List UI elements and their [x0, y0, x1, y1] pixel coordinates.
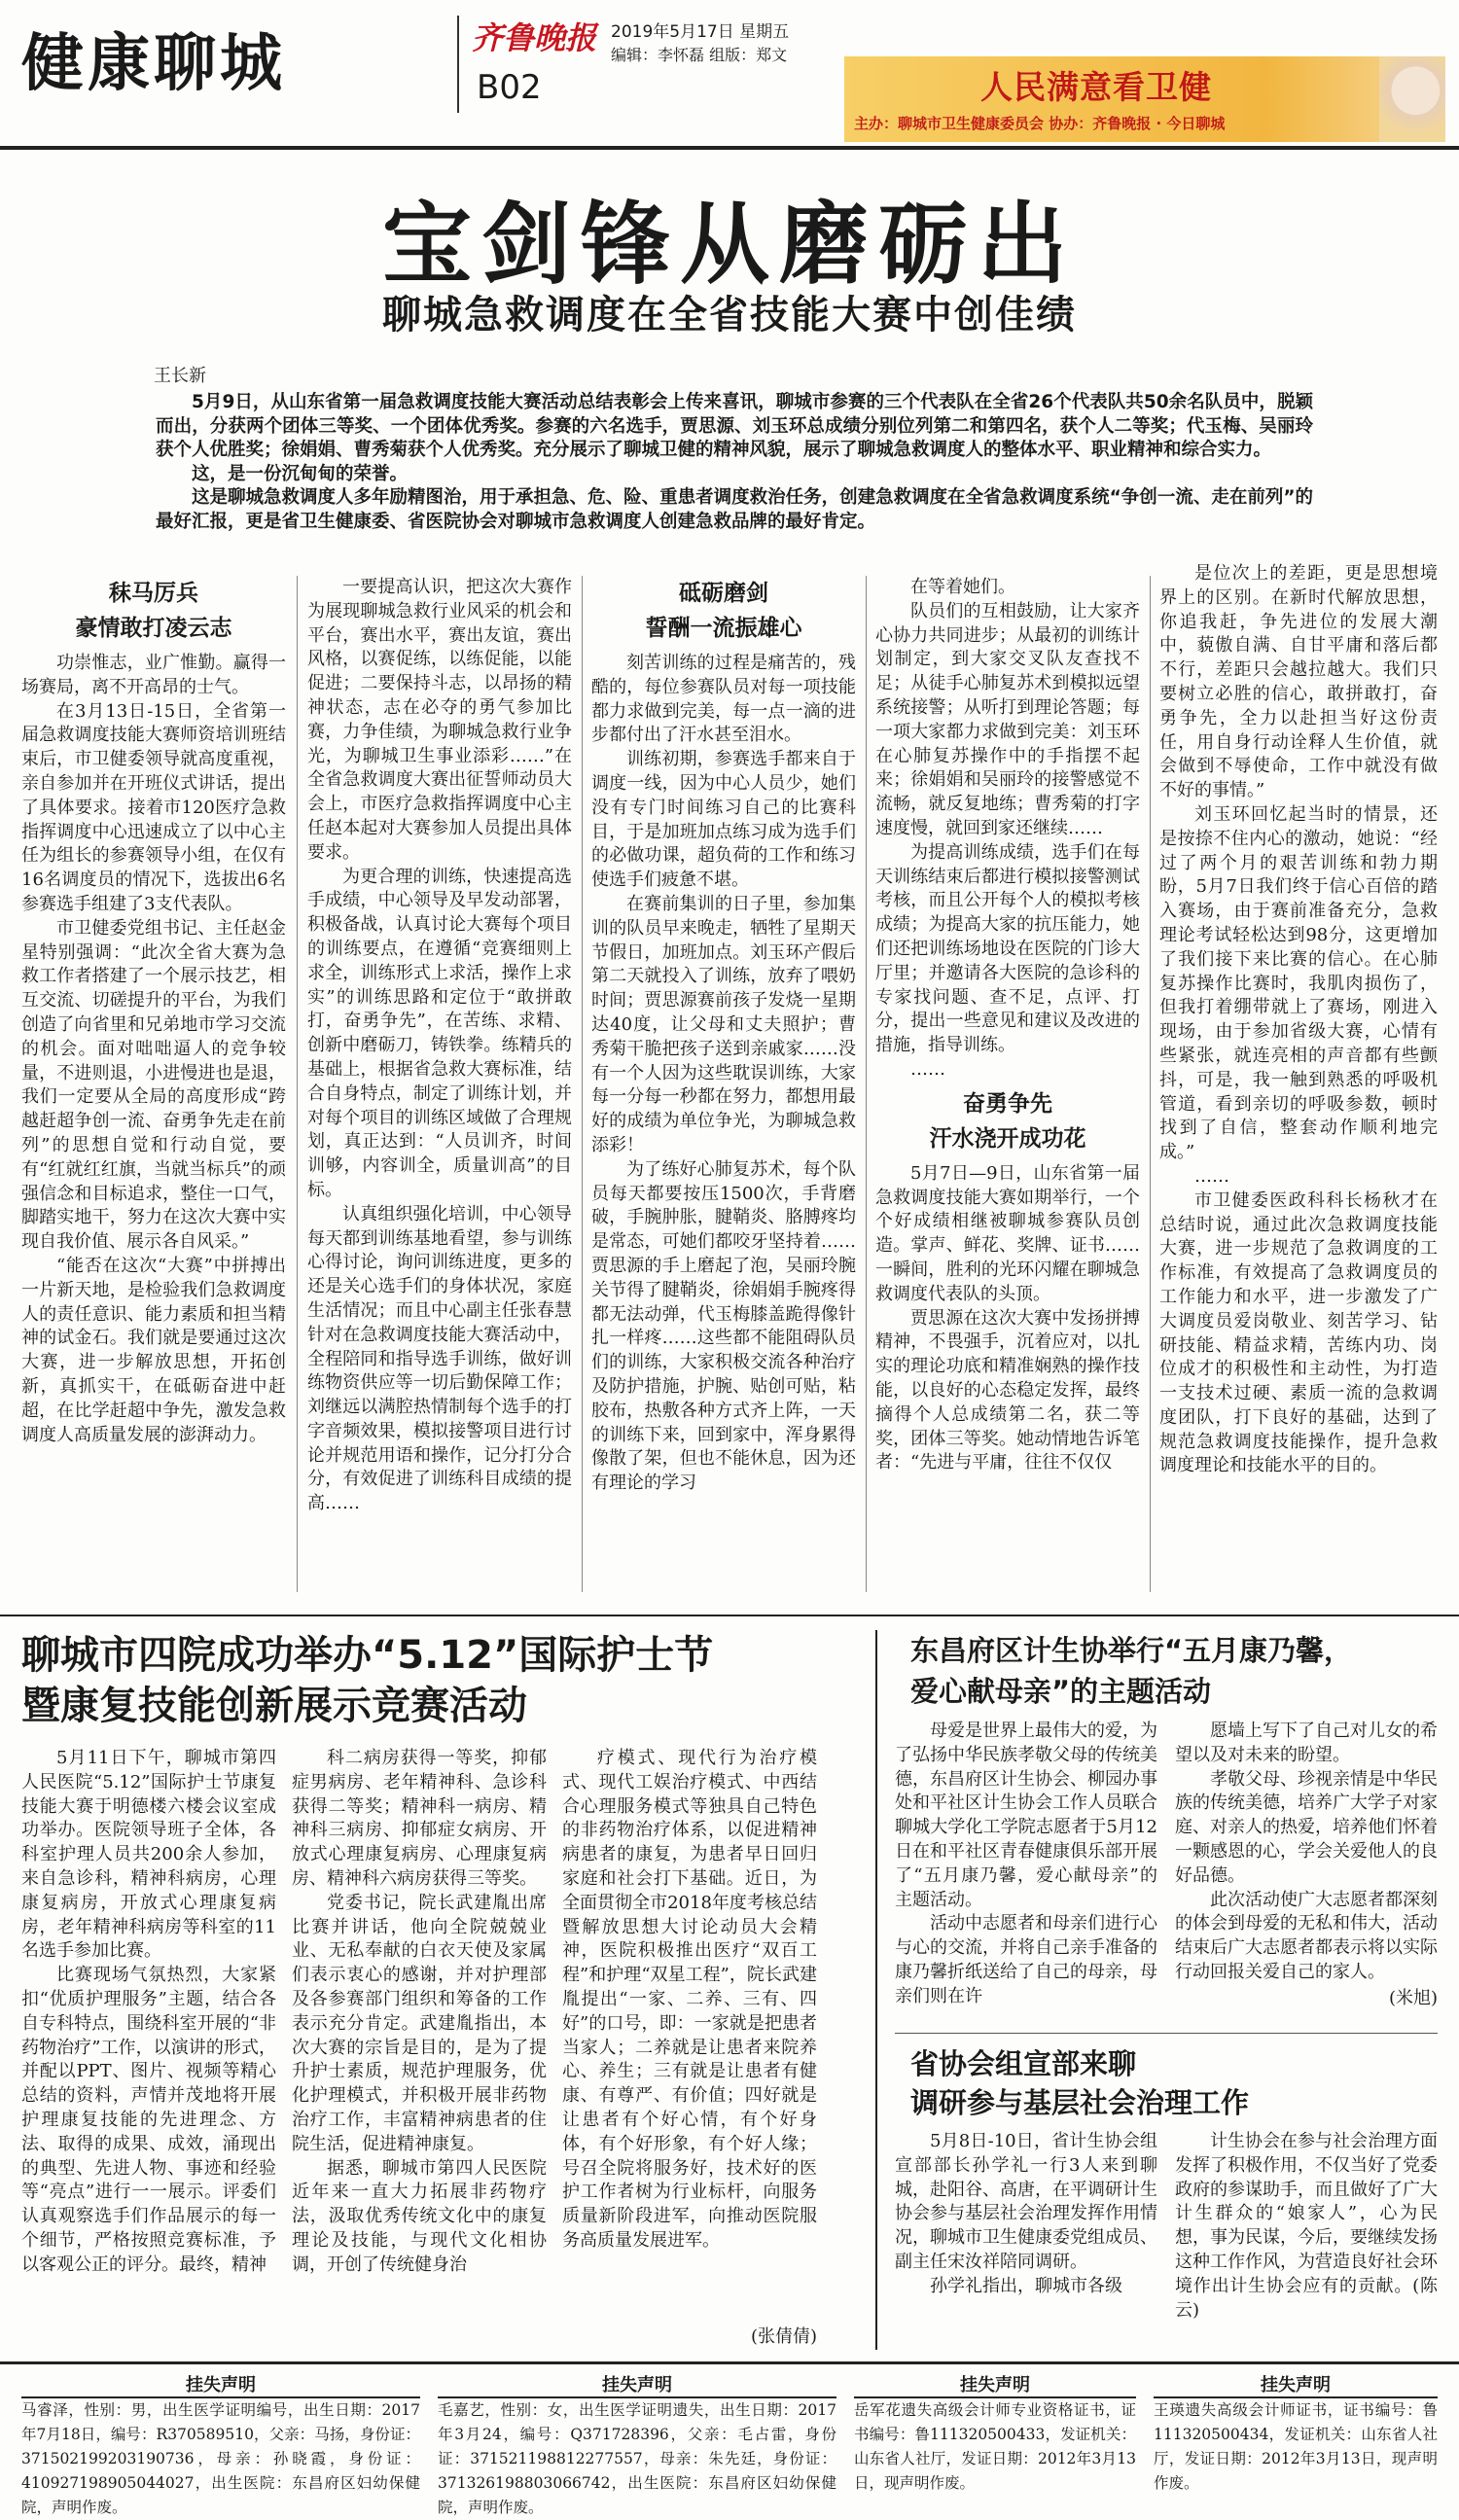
- notices-rule: [0, 2361, 1459, 2364]
- notice-4: [1154, 2371, 1438, 2496]
- provincial-story-title: [910, 2044, 1436, 2122]
- notice-body: 马睿泽，性别：男，出生医学证明编号，出生日期：2017年7月18日，编号：R370589510，父亲：马扬，身份证：371502199203190736，母亲：孙晓霞，身份证：410927198905044027，出生医院：东昌府区妇幼保健院，声明作废。: [21, 2396, 420, 2520]
- section-rule: [895, 2033, 1438, 2034]
- notice-title: 挂失声明: [186, 2375, 256, 2396]
- column-rule: [866, 576, 867, 1592]
- dongchang-p1: 母爱是世界上最伟大的爱，为了弘扬中华民族孝敬父母的传统美德，东昌府区计生协会、柳园办事处和平社区计生协会工作人员联合聊城大学化工学院志愿者于5月12日在和平社区青春健康俱乐部开展了“五月康乃馨，爱心献母亲”的主题活动。: [895, 1721, 1157, 1910]
- main-column-3: [591, 576, 856, 1592]
- page-number: B02: [477, 68, 542, 107]
- column-rule: [1150, 576, 1151, 1592]
- notices-row: [21, 2371, 1438, 2516]
- nurse-title-line2: 暨康复技能创新展示竞赛活动: [21, 1684, 527, 1728]
- banner-title: 人民满意看卫健: [980, 68, 1212, 106]
- notice-body: 王瑛遗失高级会计师证书，证书编号：鲁111320500434，发证机关：山东省人社厅，发证日期：2012年3月13日，现声明作废。: [1154, 2396, 1438, 2496]
- section-heading-1a: 秣马厉兵: [109, 581, 198, 606]
- section-heading-3b: 誓酬一流振雄心: [645, 616, 802, 641]
- notice-title: 挂失声明: [960, 2375, 1030, 2396]
- col3-p3: 在赛前集训的日子里，参加集训的队员早来晚走，牺牲了星期天节假日，加班加点。刘玉环产假后第二天就投入了训练，放弃了喂奶时间；贾思源赛前孩子发烧一星期达40度，让父母和丈夫照护；曹秀菊干脆把孩子送到亲戚家……没有一个人因为这些耽误训练，大家每一分每一秒都在努力，都想用最好的成绩为单位争光，为聊城急救添彩！: [591, 893, 856, 1155]
- col2-p2: 为更合理的训练，快速提高选手成绩，中心领导及早发动部署，积极备战，认真讨论大赛每个项目的训练要点，在遵循“竞赛细则上求全，训练形式上求活，操作上求实”的训练思路和定位于“敢拼敢打，奋勇争先”，在苦练、求精、创新中磨砺刀，铸铁拳。练精兵的基础上，根据省急救大赛标准，结合自身特点，制定了训练计划，并对每个项目的训练区域做了合理规划，真正达到：“人员训齐，时间训够，内容训全，质量训高”的目标。: [307, 866, 572, 1200]
- lead-p1: 5月9日，从山东省第一届急救调度技能大赛活动总结表彰会上传来喜讯，聊城市参赛的三个代表队在全省26个代表队共50余名队员中，脱颖而出，分获两个团体三等奖、一个团体优秀奖。参赛的六名选手，贾思源、刘玉环总成绩分别位列第二和第四名，获个人二等奖；代玉梅、吴丽玲获个人优胜奖；徐娟娟、曹秀菊获个人优秀奖。充分展示了聊城卫健的精神风貌，展示了聊城急救调度人的整体水平、职业精神和综合实力。: [156, 392, 1313, 460]
- main-subhead: 聊城急救调度在全省技能大赛中创佳绩: [382, 293, 1077, 337]
- column-rule: [875, 1630, 877, 2350]
- col2-p3: 认真组织强化培训，中心领导每天都到训练基地看望，参与训练心得讨论，询问训练进度，更多的还是关心选手们的身体状况，家庭生活情况；而且中心副主任张春慧针对在急救调度技能大赛活动中，全程陪同和指导选手训练，做好训练物资供应等一切后勤保障工作；刘继远以满腔热情制每个选手的打字音频效果，模拟接警项目进行讨论并规范用语和操作，记分打分合分，有效促进了训练科目成绩的提高……: [307, 1203, 572, 1514]
- main-column-5: [1159, 562, 1438, 1592]
- main-headline: 宝剑锋从磨砺出: [381, 193, 1077, 297]
- masthead-divider: [457, 16, 459, 113]
- banner-photo: [1379, 56, 1445, 142]
- col5-p3: ……: [1194, 1165, 1229, 1187]
- dongchang-column-2: [1175, 1720, 1438, 1984]
- notice-title: 挂失声明: [1261, 2375, 1331, 2396]
- nurse-p1: 5月11日下午，聊城市第四人民医院“5.12”国际护士节康复技能大赛于明德楼六楼会议室成功举办。医院领导班子全体，各科室护理人员共200余人参加，来自急诊科，精神科病房，心理康复病房，开放式心理康复病房，老年精神科病房等科室的11名选手参加比赛。: [21, 1748, 276, 1962]
- issue-date: 2019年5月17日 星期五: [611, 22, 790, 42]
- provincial-title-line1: 省协会组宣部来聊: [910, 2047, 1137, 2080]
- col4-p1: 在等着她们。: [910, 577, 1015, 597]
- nurse-p6: 疗模式、现代行为治疗模式、现代工娱治疗模式、中西结合心理服务模式等独具自己特色的非药物治疗体系，以促进精神病患者的康复，为患者早日回归家庭和社会打下基础。近日，为全面贯彻全市2018年度考核总结暨解放思想大讨论动员大会精神，医院积极推出医疗“双百工程”和护理“双星工程”，院长武建胤提出“一家、二养、三有、四好”的口号，即：一家就是把患者当家人；二养就是让患者来院养心、养生；三有就是让患者有健康、有尊严、有价值；四好就是让患者有个好心情，有个好身体，有个好形象，有个好人缘；号召全院将服务好，技术好的医护工作者树为行业标杆，向服务质量新阶段进军，向推动医院服务高质量发展进军。: [562, 1748, 817, 2251]
- col1-p4: “能否在这次“大赛”中拼搏出一片新天地，是检验我们急救调度人的责任意识、能力素质和担当精神的试金石。我们就是要通过这次大赛，进一步解放思想，开拓创新，真抓实干，在砥砺奋进中赶超，在比学赶超中争先，激发急救调度人高质量发展的澎湃动力。: [21, 1255, 286, 1445]
- dongchang-p3: 愿墙上写下了自己对儿女的希望以及对未来的盼望。: [1175, 1721, 1438, 1765]
- section-name: 健康聊城: [21, 28, 286, 100]
- col4b-p2: 贾思源在这次大赛中发扬拼搏精神，不畏强手，沉着应对，以扎实的理论功底和精准娴熟的操作技能，以良好的心态稳定发挥，最终摘得个人总成绩第二名，获二等奖，团体三等奖。她动情地告诉笔者：“先进与平庸，往往不仅仅: [875, 1307, 1140, 1473]
- main-column-1: [21, 576, 286, 1592]
- provincial-title-line2: 调研参与基层社会治理工作: [910, 2086, 1250, 2119]
- col5-p2: 刘玉环回忆起当时的情景，还是按捺不住内心的激动，她说：“经过了两个月的艰苦训练和勃力期盼，5月7日我们终于信心百倍的踏入赛场，由于赛前准备充分，急救理论考试轻松达到98分，这更增加了我们接下来比赛的信心。在心肺复苏操作比赛时，我肌肉损伤了，但我打着绷带就上了赛场，刚进入现场，由于参加省级大赛，心情有些紧张，就连亮相的声音都有些颤抖，可是，我一触到熟悉的呼吸机管道，看到亲切的呼吸参数，顿时找到了自信，整套动作顺利地完成。”: [1159, 803, 1438, 1163]
- nurse-column-3: [562, 1747, 817, 2323]
- nurse-p3: 科二病房获得一等奖，抑郁症男病房、老年精神科、急诊科获得二等奖；精神科一病房、精神科三病房、抑郁症女病房、开放式心理康复病房、心理康复病房、精神科六病房获得三等奖。: [292, 1748, 547, 1889]
- dongchang-p2: 活动中志愿者和母亲们进行心与心的交流，并将自己亲手准备的康乃馨折纸送给了自己的母亲，母亲们则在许: [895, 1913, 1157, 2006]
- dongchang-column-1: [895, 1720, 1157, 2011]
- provincial-p1: 5月8日-10日，省计生协会组宣部部长孙学礼一行3人来到聊城，赴阳谷、高唐，在平调研计生协会参与基层社会治理发挥作用情况，聊城市卫生健康委党组成员、副主任宋汝祥陪同调研。: [895, 2131, 1157, 2272]
- nurse-title-line1: 聊城市四院成功举办“5.12”国际护士节: [21, 1633, 714, 1678]
- banner-sponsors: 主办：聊城市卫生健康委员会 协办：齐鲁晚报 · 今日聊城: [854, 115, 1226, 132]
- col4-p4: ……: [910, 1058, 945, 1080]
- dongchang-title-line2: 爱心献母亲”的主题活动: [910, 1675, 1212, 1708]
- section-heading-3a: 砥砺磨剑: [679, 581, 768, 606]
- dongchang-p4: 孝敬父母、珍视亲情是中华民族的传统美德，培养广大学子对家庭、对亲人的热爱，培养他们怀着一颗感恩的心，学会关爱他人的良好品德。: [1175, 1768, 1438, 1886]
- provincial-p2: 孙学礼指出，聊城市各级: [930, 2275, 1122, 2296]
- byline: 王长新: [154, 366, 206, 386]
- section-heading-1b: 豪情敢打凌云志: [75, 616, 232, 641]
- provincial-p3: 计生协会在参与社会治理方面发挥了积极作用，不仅当好了党委政府的参谋助手，而且做好了广大计生群众的“娘家人”，心为民想，事为民谋，今后，要继续发扬这种工作作风，为营造良好社会环境作出计生协会应有的贡献。(陈云): [1175, 2131, 1438, 2321]
- col4-p3: 为提高训练成绩，选手们在每天训练结束后都进行模拟接警测试考核，而且公开每个人的模拟考核成绩；为提高大家的抗压能力，她们还把训练场地设在医院的门诊大厅里；并邀请各大医院的急诊科的专家找问题、查不足，点评、打分，提出一些意见和建议及改进的措施，指导训练。: [875, 841, 1140, 1056]
- dongchang-story-title: [910, 1630, 1436, 1712]
- section-rule: [0, 1615, 1459, 1616]
- dongchang-p5: 此次活动使广大志愿者都深刻的体会到母爱的无私和伟大，活动结束后广大志愿者都表示将以实际行动回报关爱自己的家人。: [1175, 1889, 1438, 1982]
- col2-p1: 一要提高认识，把这次大赛作为展现聊城急救行业风采的机会和平台，赛出水平，赛出友谊，赛出风格，以赛促练，以练促能，以能促进；二要保持斗志，以昂扬的精神状态，志在必夺的勇气参加比赛，力争佳绩，为聊城急救行业争光，为聊城卫生事业添彩……”在全省急救调度大赛出征誓师动员大会上，市医疗急救指挥调度中心主任赵本起对大赛参加人员提出具体要求。: [307, 577, 572, 863]
- col4-p2: 队员们的互相鼓励，让大家齐心协力共同进步；从最初的训练计划制定，到大家交叉队友查找不足；从徒手心肺复苏术到模拟远望系统接警；从听打到理论答题；每一项大家都力求做到完美：刘玉环在心肺复苏操作中的手指摆不起来；徐娟娟和吴丽玲的接警感觉不流畅，就反复地练；曹秀菊的打字速度慢，就回到家还继续……: [875, 600, 1140, 838]
- nurse-p2: 比赛现场气氛热烈，大家紧扣“优质护理服务”主题，结合各自专科特点，围绕科室开展的“非药物治疗”工作，以演讲的形式，并配以PPT、图片、视频等精心总结的资料，声情并茂地将开展护理康复技能的先进理念、方法、取得的成果、成效，涌现出的典型、先进人物、事迹和经验等“亮点”进行一一展示。评委们认真观察选手们作品展示的每一个细节，严格按照竞赛标准，予以客观公正的评分。最终，精神: [21, 1965, 276, 2275]
- nurse-p4: 党委书记，院长武建胤出席比赛并讲话，他向全院兢兢业业、无私奉献的白衣天使及家属们表示衷心的感谢，并对护理部及各参赛部门组织和筹备的工作表示充分肯定。武建胤指出，本次大赛的宗旨是目的，是为了提升护士素质，规范护理服务，优化护理模式，并积极开展非药物治疗工作，丰富精神病患者的住院生活，促进精神康复。: [292, 1892, 547, 2154]
- notice-title: 挂失声明: [602, 2375, 672, 2396]
- lead-p2: 这，是一份沉甸甸的荣誉。: [192, 463, 409, 484]
- nurse-p5: 据悉，聊城市第四人民医院近年来一直大力拓展非药物疗法，汲取优秀传统文化中的康复理论及技能，与现代文化相协调，开创了传统健身治: [292, 2157, 547, 2275]
- nurse-column-2: [292, 1747, 547, 2350]
- notice-body: 岳军花遗失高级会计师专业资格证书，证书编号：鲁111320500433，发证机关：山东省人社厅，发证日期：2012年3月13日，现声明作废。: [854, 2396, 1136, 2496]
- section-heading-4a: 奋勇争先: [963, 1090, 1052, 1117]
- col1-p3: 市卫健委党组书记、主任赵金星特别强调：“此次全省大赛为急救工作者搭建了一个展示技艺，相互交流、切磋提升的平台，为我们创造了向省里和兄弟地市学习交流的机会。面对咄咄逼人的竞争较量，不进则退，小进慢进也是退，我们一定要从全局的高度形成“跨越赶超争创一流、奋勇争先走在前列”的思想自觉和行动自觉，要有“红就红红旗，当就当标兵”的顽强信念和目标追求，整住一口气，脚踏实地干，努力在这次大赛中实现自我价值、展示各自风采。”: [21, 917, 286, 1253]
- col3-p2: 训练初期，参赛选手都来自于调度一线，因为中心人员少，她们没有专门时间练习自己的比赛科目，于是加班加点练习成为选手们的必做功课，超负荷的工作和练习使选手们疲惫不堪。: [591, 749, 856, 891]
- col1-p2: 在3月13日-15日，全省第一届急救调度技能大赛师资培训班结束后，市卫健委领导就高度重视，亲自参加并在开班仪式讲话，提出了具体要求。接着市120医疗急救指挥调度中心迅速成立了以中心主任为组长的参赛领导小组，在仅有16名调度员的情况下，选拔出6名参赛选手组建了3支代表队。: [21, 700, 286, 914]
- main-column-4: [875, 576, 1140, 1592]
- provincial-column-1: [895, 2130, 1157, 2350]
- nurse-credit: (张倩倩): [750, 2326, 817, 2347]
- col3-p1: 刻苦训练的过程是痛苦的，残酷的，每位参赛队员对每一项技能都力求做到完美，每一点一滴的进步都付出了汗水甚至泪水。: [591, 653, 856, 746]
- col5-p4: 市卫健委医政科科长杨秋才在总结时说，通过此次急救调度技能大赛，进一步规范了急救调度的工作标准，有效提高了急救调度员的工作能力和水平，进一步激发了广大调度员爱岗敬业、刻苦学习、钻研技能、精益求精，苦练内功、岗位成才的积极性和主动性，为打造一支技术过硬、素质一流的急救调度团队，打下良好的基础，达到了规范急救调度技能操作，提升急救调度理论和技能水平的目的。: [1159, 1189, 1438, 1476]
- section-heading-4b: 汗水浇开成功花: [929, 1125, 1086, 1152]
- lead-paragraphs: [156, 391, 1313, 534]
- paper-logo: 齐鲁晚报: [472, 19, 597, 56]
- notice-3: [854, 2371, 1136, 2496]
- nurse-column-1: [21, 1747, 276, 2350]
- column-rule: [582, 576, 583, 1592]
- notice-1: [21, 2371, 420, 2520]
- editors-credit: 编辑：李怀磊 组版：郑文: [611, 46, 788, 64]
- masthead-rule: [0, 146, 1459, 150]
- col1-p1: 功崇惟志，业广惟勤。赢得一场赛局，离不开高昂的士气。: [21, 653, 286, 697]
- column-rule: [297, 576, 298, 1592]
- main-column-2: [307, 576, 572, 1592]
- dongchang-credit: (米旭): [1388, 1988, 1438, 2008]
- lead-p3: 这是聊城急救调度人多年励精图治，用于承担急、危、险、重患者调度救治任务，创建急救调度在全省急救调度系统“争创一流、走在前列”的最好汇报，更是省卫生健康委、省医院协会对聊城市急救调度人创建急救品牌的最好肯定。: [156, 487, 1313, 532]
- notice-2: [438, 2371, 836, 2520]
- notice-body: 毛嘉艺，性别：女，出生医学证明遗失，出生日期：2017年3月24，编号：Q371728396，父亲：毛占雷，身份证：371521198812277557，母亲：朱先廷，身份证：371326198803066742，出生医院：东昌府区妇幼保健院，声明作废。: [438, 2396, 836, 2520]
- col3-p4: 为了练好心肺复苏术，每个队员每天都要按压1500次，手背磨破，手腕肿胀，腱鞘炎、胳膊疼均是常态，可她们都咬牙坚持着……贾思源的手上磨起了泡，吴丽玲腕关节得了腱鞘炎，徐娟娟手腕疼得都无法动弹，代玉梅膝盖跪得像针扎一样疼……这些都不能阻碍队员们的训练，大家积极交流各种治疗及防护措施，护腕、贴创可贴，粘胶布，热敷各种方式齐上阵，一天的训练下来，回到家中，浑身累得像散了架，但也不能休息，因为还有理论的学习: [591, 1158, 856, 1494]
- nurse-story-title: [21, 1630, 877, 1731]
- provincial-column-2: [1175, 2130, 1438, 2350]
- col4b-p1: 5月7日—9日，山东省第一届急救调度技能大赛如期举行，一个个好成绩相继被聊城参赛队员创造。掌声、鲜花、奖牌、证书……一瞬间，胜利的光环闪耀在聊城急救调度代表队的头顶。: [875, 1162, 1140, 1304]
- col5-p1: 是位次上的差距，更是思想境界上的区别。在新时代解放思想，你追我赶，争先进位的发展大潮中，藐傲自满、自甘平庸和落后都不行，差距只会越拉越大。我们只要树立必胜的信心，敢拼敢打，奋勇争先，全力以赴担当好这份责任，用自身行动诠释人生价值，就会做到不辱使命，工作中就没有做不好的事情。”: [1159, 563, 1438, 801]
- dongchang-title-line1: 东昌府区计生协举行“五月康乃馨，: [910, 1634, 1353, 1667]
